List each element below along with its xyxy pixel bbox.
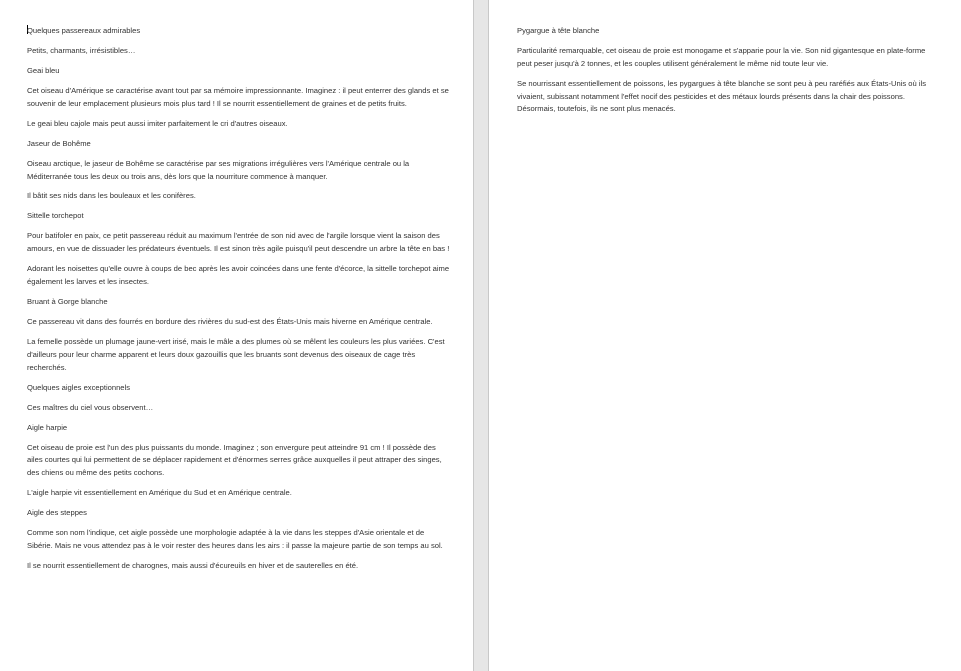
paragraph-geai-bleu-2[interactable]: Le geai bleu cajole mais peut aussi imiter parfaitement le cri d'autres oiseaux.	[27, 118, 288, 128]
heading-pygargue[interactable]: Pygargue à tête blanche	[517, 26, 600, 35]
paragraph-aigle-steppes-1[interactable]: Comme son nom l'indique, cet aigle possède une morphologie adaptée à la vie dans les steppes d'Asie orientale et de Sibérie. Mais ne vous attendez pas à le voir rester des heures dans les airs : il passe la majeure partie de son temps au sol.	[27, 528, 443, 550]
heading-passereaux[interactable]	[27, 25, 452, 38]
paragraph-sittelle-2[interactable]: Adorant les noisettes qu'elle ouvre à coups de bec après les avoir coincées dans une fente d'écorce, la sittelle torchepot aime également les larves et les insectes.	[27, 264, 450, 287]
paragraph-pygargue-1[interactable]: Particularité remarquable, cet oiseau de proie est monogame et s'apparie pour la vie. Son nid gigantesque en plate-forme peut peser jusqu'à 2 tonnes, et les couples utilisent généralement le même nid toute leur vie.	[517, 45, 926, 68]
paragraph-geai-bleu-1[interactable]: Cet oiseau d'Amérique se caractérise avant tout par sa mémoire impressionnante. Imaginez : il peut enterrer des glands et se souvenir de leur emplacement plusieurs mois plus tard ! Il se nourrit essentiellement de graines et de petits fruits.	[27, 85, 449, 108]
paragraph-aigle-harpie-1[interactable]: Cet oiseau de proie est l'un des plus puissants du monde. Imaginez ; son envergure peut atteindre 91 cm ! Il possède des ailes courtes qui lui permettent de se déplacer rapidement et d'énormes serres grâce auxquelles il peut attraper des singes, des chiens ou même des petits cochons.	[27, 442, 442, 478]
paragraph-pygargue-2[interactable]: Se nourrissant essentiellement de poissons, les pygargues à tête blanche se sont peu à peu raréfiés aux États-Unis où ils vivaient, subissant notamment l'effet nocif des pesticides et des métaux lourds présents dans la chair des poissons. Désormais, toutefois, ils ne sont plus menacés.	[517, 78, 927, 114]
heading-geai-bleu[interactable]: Geai bleu	[27, 65, 60, 75]
paragraph-jaseur-1[interactable]: Oiseau arctique, le jaseur de Bohême se caractérise par ses migrations irrégulières vers l'Amérique centrale ou la Méditerranée tous les deux ou trois ans, dès lors que la nourriture commence à manquer.	[27, 158, 410, 181]
heading-passereaux-text: Quelques passereaux admirables	[27, 26, 141, 35]
heading-bruant[interactable]: Bruant à Gorge blanche	[27, 297, 108, 307]
document-page-1[interactable]	[0, 0, 474, 671]
heading-aigles[interactable]: Quelques aigles exceptionnels	[27, 382, 131, 392]
heading-aigle-harpie[interactable]: Aigle harpie	[27, 422, 68, 432]
paragraph-jaseur-2[interactable]: Il bâtit ses nids dans les bouleaux et les conifères.	[27, 191, 196, 201]
subtitle-passereaux[interactable]: Petits, charmants, irrésistibles…	[27, 45, 136, 55]
paragraph-aigle-harpie-2[interactable]: L'aigle harpie vit essentiellement en Amérique du Sud et en Amérique centrale.	[27, 488, 292, 498]
paragraph-bruant-2[interactable]: La femelle possède un plumage jaune-vert irisé, mais le mâle a des plumes où se mêlent les couleurs les plus variées. C'est d'ailleurs pour leur charme apparent et leurs doux gazouillis que les bruants sont devenus des oiseaux de cage très recherchés.	[27, 336, 445, 372]
paragraph-sittelle-1[interactable]: Pour batifoler en paix, ce petit passereau réduit au maximum l'entrée de son nid avec de l'argile lorsque vient la saison des amours, en vue de dissuader les prédateurs éventuels. Il est sinon très agile puisqu'il peut descendre un arbre la tête en bas !	[27, 231, 450, 254]
paragraph-aigle-steppes-2[interactable]: Il se nourrit essentiellement de charognes, mais aussi d'écureuils en hiver et de sauterelles en été.	[27, 560, 359, 570]
page-gutter	[475, 0, 488, 671]
subtitle-aigles[interactable]: Ces maîtres du ciel vous observent…	[27, 402, 154, 412]
page-1-body[interactable]	[27, 25, 452, 580]
heading-jaseur[interactable]: Jaseur de Bohême	[27, 138, 91, 148]
heading-sittelle[interactable]: Sittelle torchepot	[27, 211, 84, 221]
document-page-2[interactable]	[488, 0, 961, 671]
paragraph-bruant-1[interactable]: Ce passereau vit dans des fourrés en bordure des rivières du sud-est des États-Unis mais hiverne en Amérique centrale.	[27, 317, 433, 326]
page-2-body[interactable]	[517, 25, 942, 123]
heading-aigle-steppes[interactable]: Aigle des steppes	[27, 508, 87, 518]
